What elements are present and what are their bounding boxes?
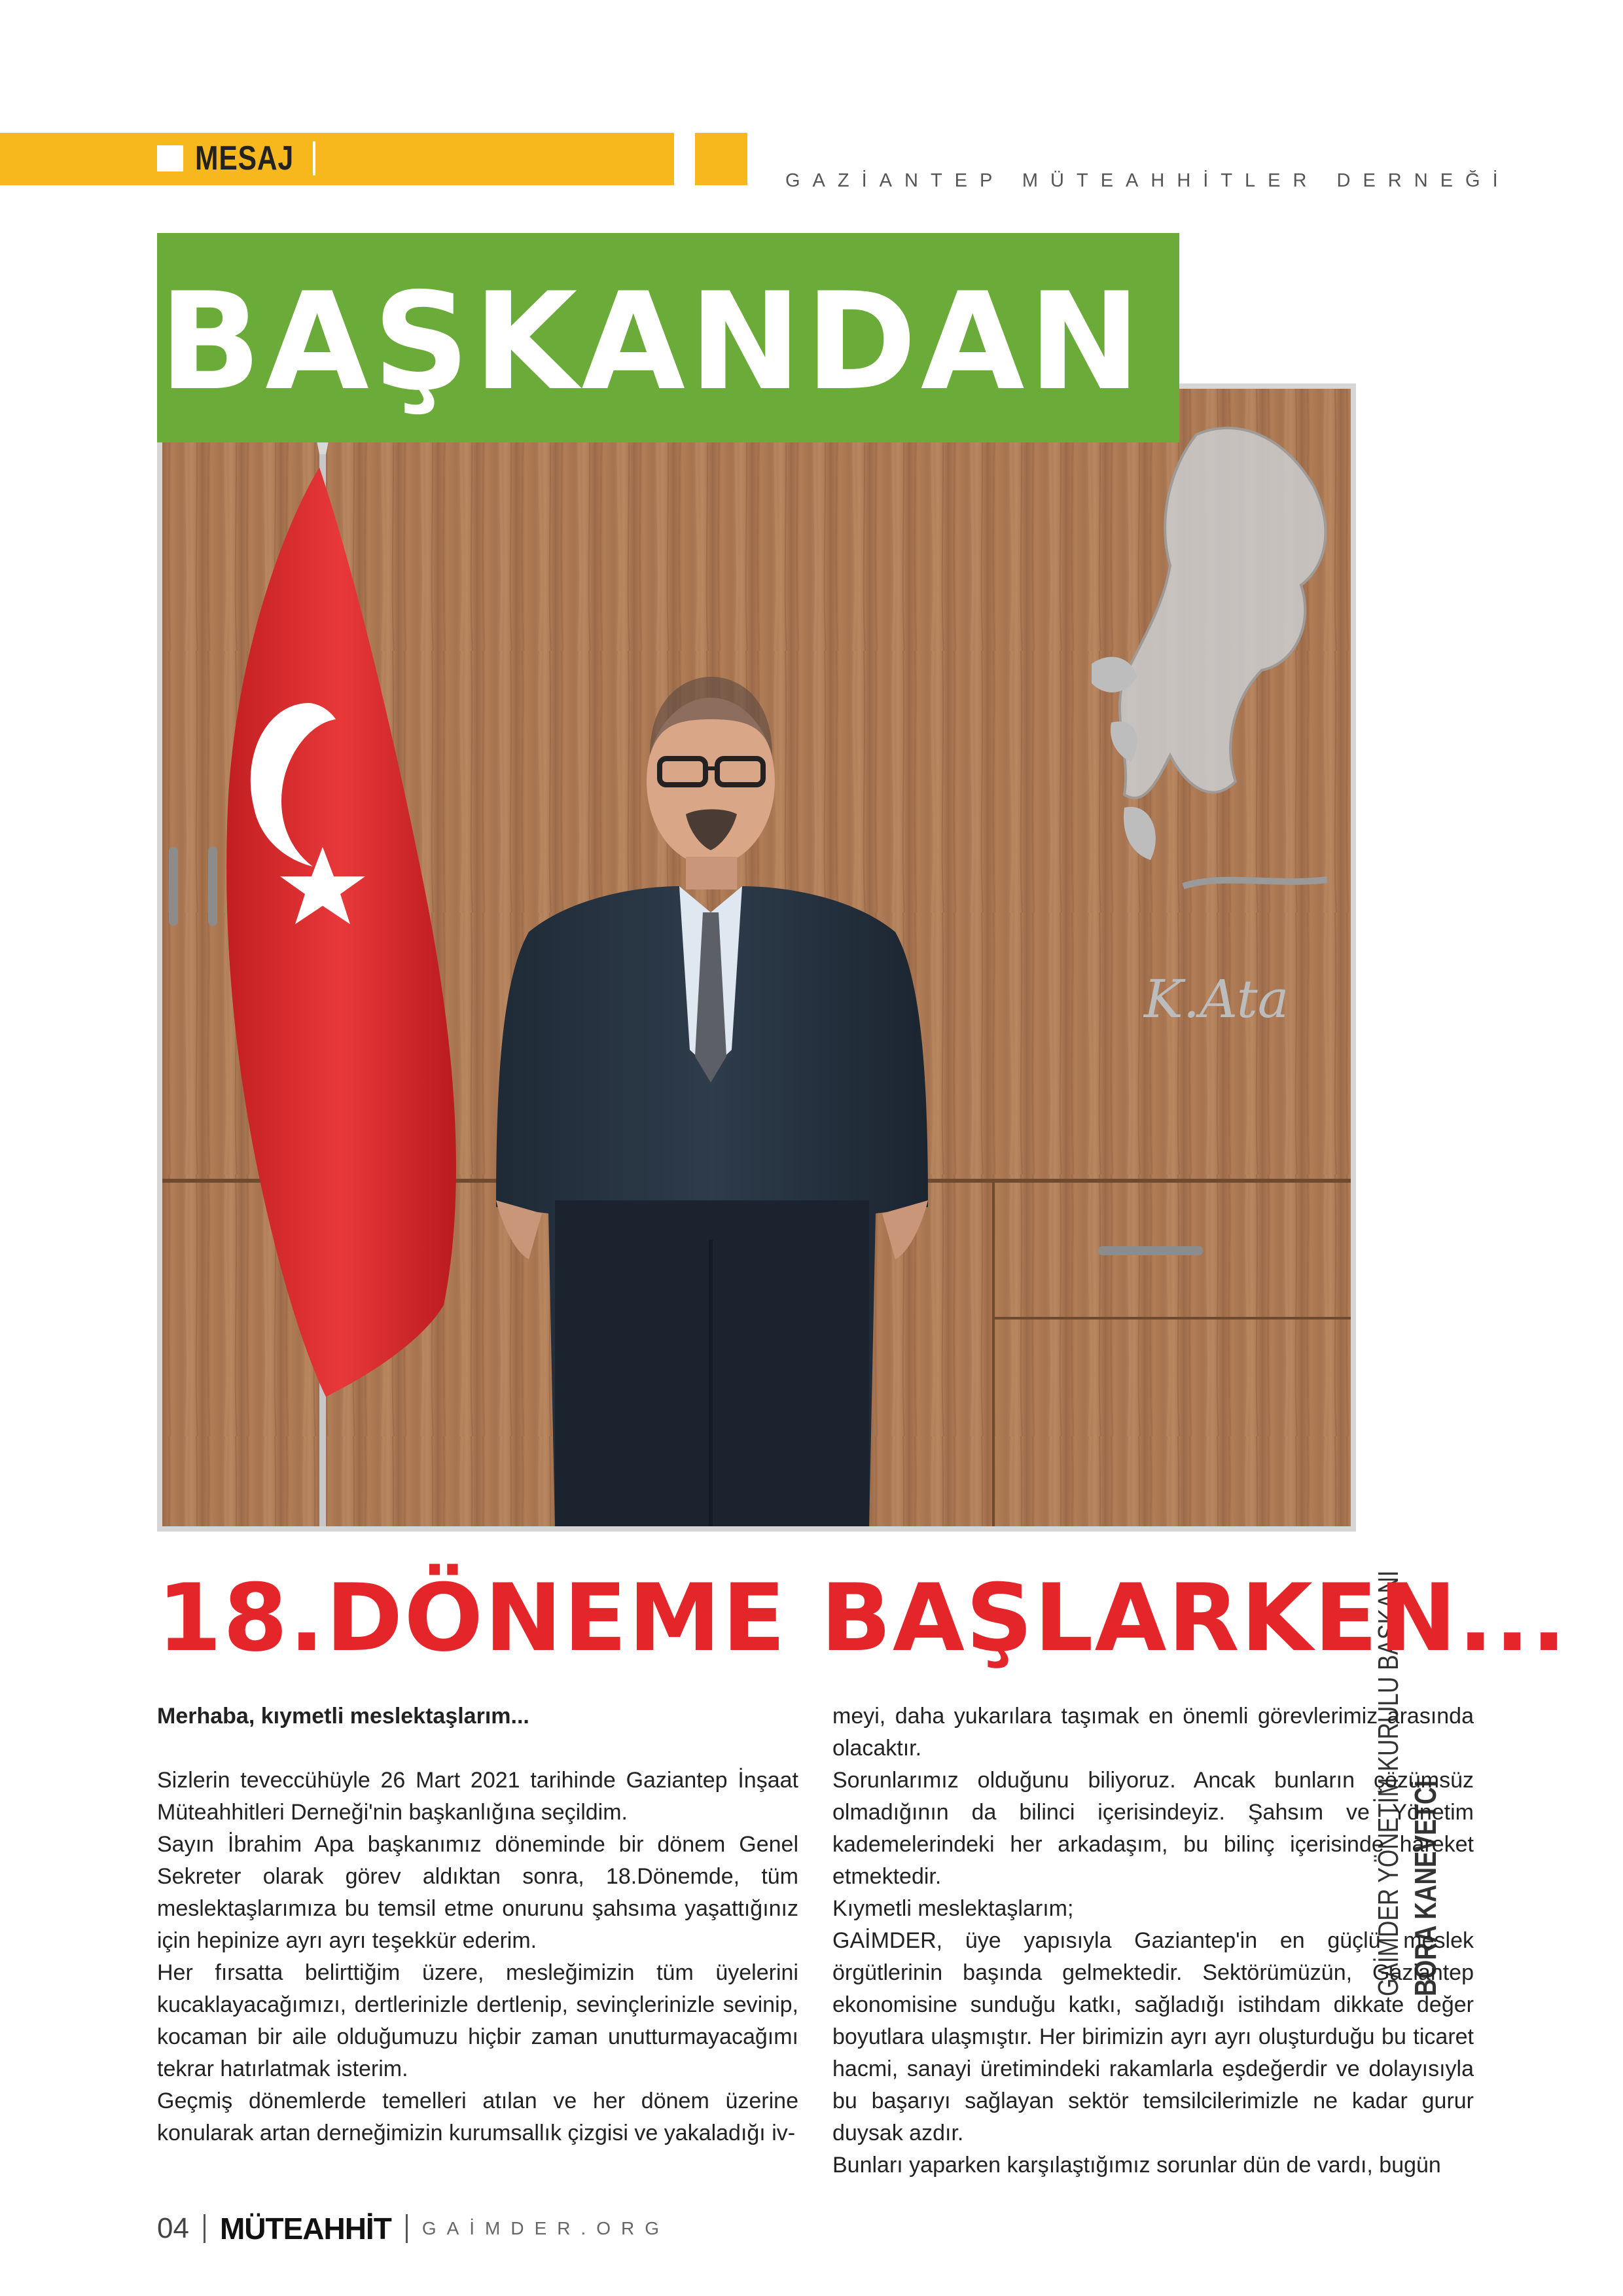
magazine-brand: MÜTEAHHİT	[219, 2212, 391, 2246]
paragraph: GAİMDER, üye yapısıyla Gaziantep'in en güçlü meslek örgütlerinin başında gelmektedir. Sektörümüzün, Gaziantep ekonomisine sunduğu katkı, sağladığı istihdam dikkate değer boyutlara ulaşmıştır. Her birimizin ayrı ayrı oluşturduğu bu ticaret hacmi, sanayi üretimindeki rakamlarla eşdeğerdir ve dolayısıyla bu başarıyı sağlayan sektör temsilcilerimizle ne kadar gurur duysak azdır.	[832, 1928, 1474, 2145]
president-photo	[157, 384, 1356, 1532]
article-greeting: Merhaba, kıymetli meslektaşlarım...	[157, 1704, 529, 1729]
paragraph: meyi, daha yukarılara taşımak en önemli görevlerimiz arasında olacaktır.	[832, 1704, 1474, 1761]
signature-text: K.Ata	[1144, 969, 1289, 1030]
paragraph: Geçmiş dönemlerde temelleri atılan ve her dönem üzerine konularak artan derneğimizin kurumsallık çizgisi ve yakaladığı iv-	[157, 2089, 798, 2145]
paragraph: Her fırsatta belirttiğim üzere, mesleğimizin tüm üyelerini kucaklayacağımızı, dertlerinizle dertlenip, sevinçlerinizle sevinip, kocaman bir aile olduğumuzu hiçbir zaman unutturmayacağımı tekrar hatırlatmak isterim.	[157, 1960, 798, 2081]
paragraph: Kıymetli meslektaşlarım;	[832, 1896, 1074, 1921]
footer-divider	[406, 2214, 408, 2243]
square-icon	[157, 145, 183, 171]
paragraph: Sayın İbrahim Apa başkanımız döneminde bir dönem Genel Sekreter olarak görev aldıktan sonra, 18.Dönemde, tüm meslektaşlarımıza bu temsil etme onurunu şahsıma yaşattığınız için hepinize ayrı ayrı teşekkür ederim.	[157, 1832, 798, 1953]
paragraph: Sorunlarımız olduğunu biliyoruz. Ancak bunların çözümsüz olmadığının da bilinci içerisindeyiz. Şahsım ve Yönetim kademelerindeki her arkadaşım, bu bilinç içerisinde hareket etmektedir.	[832, 1768, 1474, 1889]
section-divider	[313, 141, 315, 175]
page-title: BAŞKANDAN	[159, 264, 1145, 420]
caption-name: BORA KANEVETCİ	[1408, 1780, 1442, 1996]
article-column-left	[157, 1700, 798, 2149]
article-column-right	[832, 1700, 1474, 2181]
paragraph: Sizlerin teveccühüyle 26 Mart 2021 tarihinde Gaziantep İnşaat Müteahhitleri Derneği'nin başkanlığına seçildim.	[157, 1768, 798, 1825]
article-headline: 18.DÖNEME BAŞLARKEN...	[157, 1564, 1568, 1672]
page-number: 04	[157, 2212, 189, 2244]
caption-role: GAİMDER YÖNETİM KURULU BAŞKANI	[1372, 1570, 1404, 1996]
website-link[interactable]: GAİMDER.ORG	[421, 2218, 670, 2238]
page-footer	[157, 2209, 669, 2248]
section-label: MESAJ	[195, 139, 294, 177]
paragraph: Bunları yaparken karşılaştığımız sorunlar dün de vardı, bugün	[832, 2153, 1441, 2178]
header-bar	[0, 133, 674, 185]
photo-illustration	[162, 389, 1351, 1526]
footer-divider	[204, 2214, 205, 2243]
association-name: GAZİANTEP MÜTEAHHİTLER DERNEĞİ	[785, 170, 1510, 191]
header-accent-square	[695, 133, 747, 185]
